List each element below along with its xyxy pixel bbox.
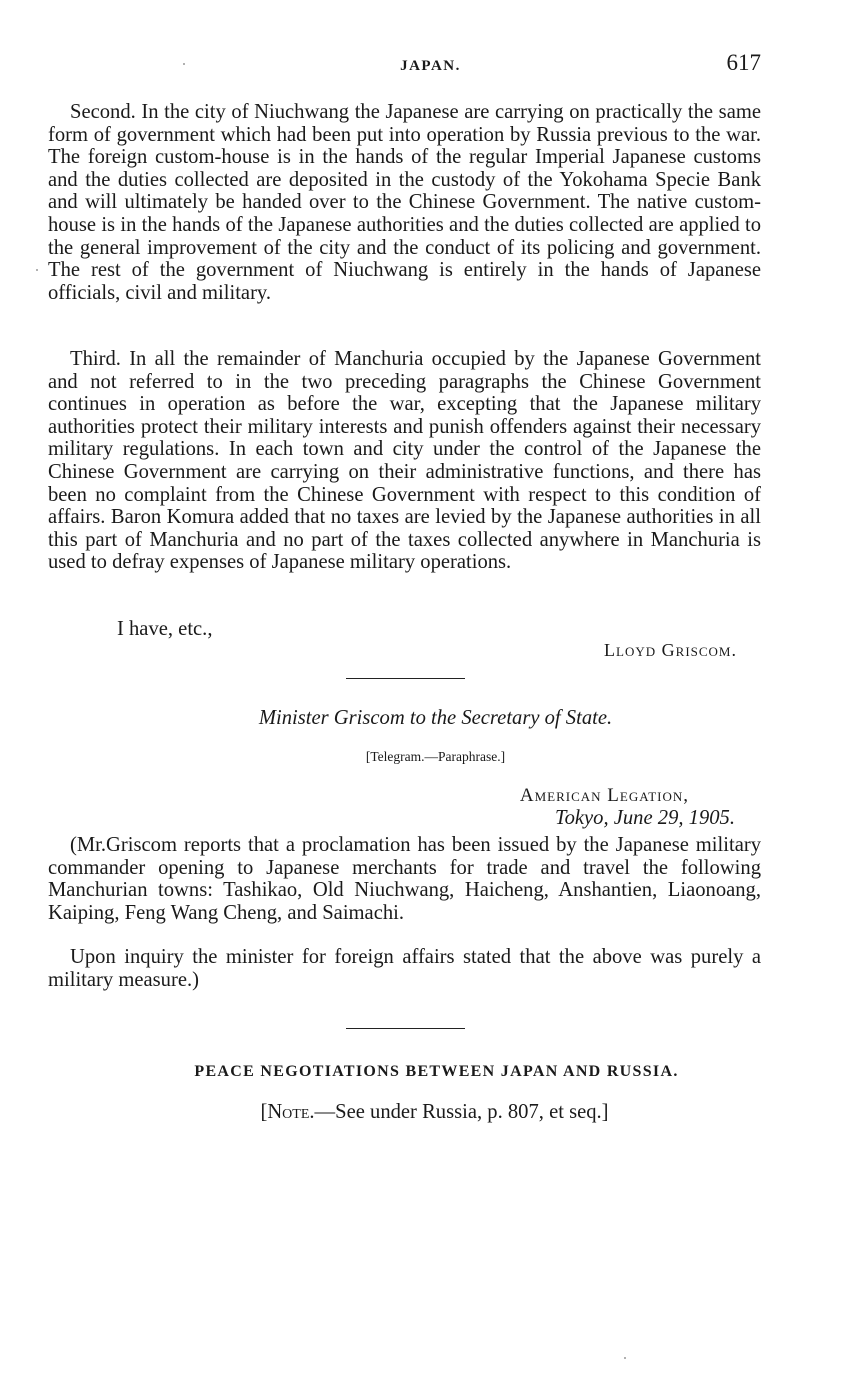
letter-closing: I have, etc., xyxy=(117,618,213,640)
telegram-heading: Minister Griscom to the Secretary of State. xyxy=(258,707,613,729)
note-text: .—See under Russia, p. 807, et seq.] xyxy=(309,1101,609,1123)
note-label: Note xyxy=(267,1101,310,1123)
note-bracket: [ xyxy=(260,1101,268,1123)
telegram-place: American Legation, xyxy=(519,785,689,806)
section-note xyxy=(0,1101,861,1124)
section-divider xyxy=(346,678,465,679)
letter-paragraph-third: Third. In all the remainder of Manchuria occupied by the Japanese Government and not referred to in the two preceding paragraphs the Chinese Government continues in operation as before the war, excepting that the Japanese military authorities protect their military interests and punish offenders against their necessary military regulations. In each town and city under the control of the Japanese the Chinese Government are carrying on their administrative functions, and there has been no complaint from the Chinese Government with respect to this condition of affairs. Baron Komura added that no taxes are levied by the Japanese authorities in all this part of Manchuria and no part of the taxes collected anywhere in Manchuria is used to defray expenses of Japanese military operations. xyxy=(48,348,761,574)
telegram-paragraph-inquiry: Upon inquiry the minister for foreign affairs stated that the above was purely a military measure.) xyxy=(48,946,761,991)
paper-speck xyxy=(183,63,185,65)
running-head: JAPAN. xyxy=(400,58,461,74)
paper-speck xyxy=(36,269,38,271)
letter-paragraph-second: Second. In the city of Niuchwang the Japanese are carrying on practically the same form of government which had been put into operation by Russia previous to the war. The foreign custom-house is in the hands of the regular Imperial Japanese customs and the duties collected are deposited in the custody of the Yokohama Specie Bank and will ultimately be handed over to the Chinese Government. The native custom-house is in the hands of the Japanese authorities and the duties collected are applied to the general improvement of the city and the conduct of its policing and government. The rest of the government of Niuchwang is entirely in the hands of Japanese officials, civil and military. xyxy=(48,101,761,304)
telegram-paragraph-report: (Mr.Griscom reports that a proclamation has been issued by the Japanese military commander opening to Japanese merchants for trade and travel the following Manchurian towns: Tashikao, Old Niuchwang, Haicheng, Anshantien, Liaonoang, Kaiping, Feng Wang Cheng, and Saimachi. xyxy=(48,834,761,924)
section-divider xyxy=(346,1028,465,1029)
telegram-date: Tokyo, June 29, 1905. xyxy=(555,807,735,829)
paper-speck xyxy=(624,1357,626,1359)
section-title: PEACE NEGOTIATIONS BETWEEN JAPAN AND RUSSIA. xyxy=(194,1063,679,1080)
page-number: 617 xyxy=(726,50,761,75)
letter-signature: Lloyd Griscom. xyxy=(604,640,737,660)
telegram-subheading: [Telegram.—Paraphrase.] xyxy=(365,749,506,764)
